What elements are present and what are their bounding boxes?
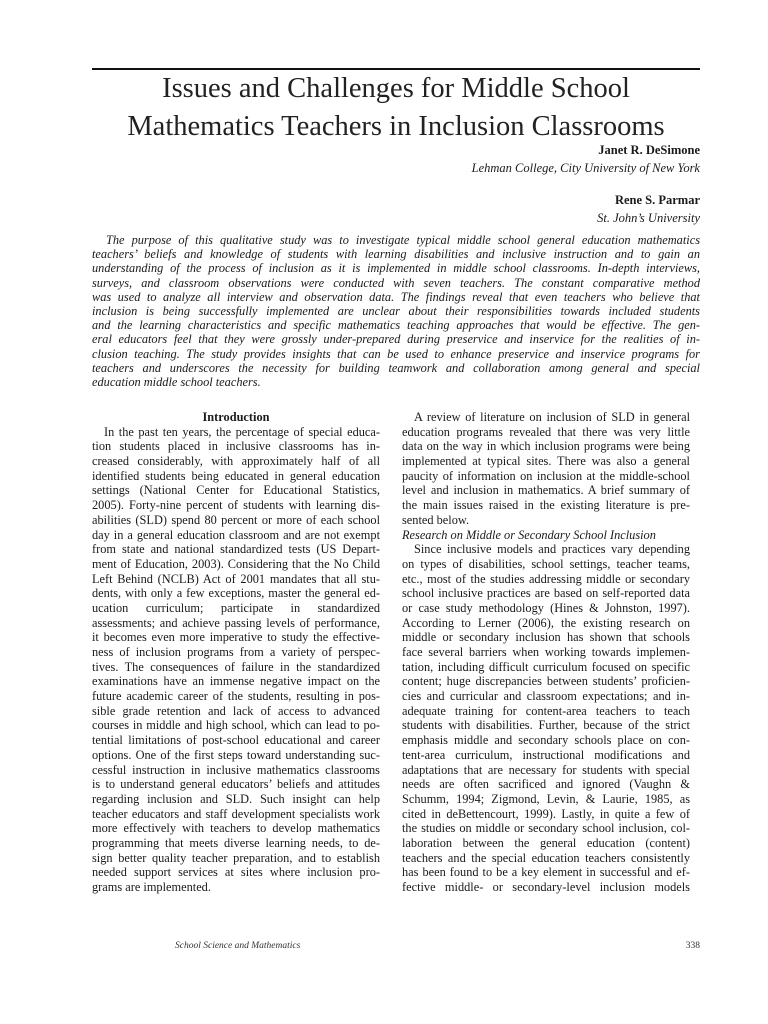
body-line: Left Behind (NCLB) Act of 2001 mandates that all stu- (92, 571, 380, 586)
abstract-line: inclusion is being successfully implemented are unclear about their responsibilities towards included students (92, 304, 700, 319)
body-line: or case study methodology (Hines & Johnston, 1997). (402, 600, 690, 615)
body-line: implemented at typical sites. There was also a general (402, 454, 690, 469)
body-line: cies and curricular and classroom expectations; and in- (402, 689, 690, 704)
abstract-line: clusion teaching. The study provides insights that can be used to enhance preservice and inservice programs for (92, 346, 700, 361)
abstract-line: education middle school teachers. (92, 375, 261, 390)
body-line: In the past ten years, the percentage of special educa- (104, 424, 380, 439)
body-line: creased considerably, with approximately half of all (92, 454, 380, 469)
body-line: sign better quality teacher preparation, and to establish (92, 850, 380, 865)
body-line: fective middle- or secondary-level inclusion models (402, 880, 690, 894)
body-line: middle or secondary inclusion has shown that schools (402, 630, 690, 645)
body-line: sented below. (402, 512, 470, 527)
body-line: emphasis middle and secondary schools place on con- (402, 733, 690, 748)
body-line: cessful instruction in inclusive mathematics classrooms (92, 762, 380, 777)
body-line: students with disabilities. Further, because of the strict (402, 718, 690, 733)
body-line: etc., most of the studies addressing middle or secondary (402, 571, 690, 586)
body-line: regarding inclusion and SLD. Such insight can help (92, 791, 380, 806)
journal-name: School Science and Mathematics (175, 941, 301, 951)
body-line: tives. The consequences of failure in the standardized (92, 659, 380, 674)
body-line: abilities (SLD) spend 80 percent or more of each school (92, 512, 380, 527)
right-column (402, 410, 690, 895)
author-block (597, 191, 700, 227)
body-line: needs are often sacrificed and ignored (Vaughn & (402, 777, 690, 792)
title-line: Issues and Challenges for Middle School (162, 73, 630, 104)
body-line: future academic career of the students, resulting in pos- (92, 689, 380, 704)
body-line: tation, including difficult curriculum focused on specific (402, 659, 690, 674)
body-line: on types of disabilities, school settings, teacher teams, (402, 556, 690, 571)
body-line: Schumm, 1994; Zigmond, Levin, & Laurie, 1985, as (402, 791, 690, 806)
body-line: tential limitations of post-school educational and career (92, 733, 380, 748)
body-line: tent-area curriculum, instructional modifications and (402, 747, 690, 762)
body-line: options. One of the first steps toward understanding suc- (92, 747, 380, 762)
body-line: assessments; and achieve passing levels of performance, (92, 615, 380, 630)
body-line: data on the way in which inclusion programs were being (402, 439, 690, 454)
body-line: teacher educators and staff development specialists work (92, 806, 380, 821)
body-line: adequate training for content-area teachers to teach (402, 703, 690, 718)
body-line: from state and national standardized tests (US Depart- (92, 542, 380, 557)
body-line: courses in middle and high school, which can lead to po- (92, 718, 380, 733)
body-line: the main issues raised in the existing literature is pre- (402, 498, 690, 513)
abstract-line: The purpose of this qualitative study was to investigate typical middle school general education mathematics (106, 233, 700, 247)
body-line: day in a general education classroom and are not exempt (92, 527, 380, 542)
body-line: Since inclusive models and practices vary depending (414, 542, 690, 557)
body-line: identified students being educated in general education (92, 468, 380, 483)
article-title (92, 70, 700, 146)
body-line: the studies on middle or secondary school inclusion, col- (402, 821, 690, 836)
body-line: examinations have an immense negative impact on the (92, 674, 380, 689)
body-line: 2005). Forty-nine percent of students with learning dis- (92, 498, 380, 513)
body-line: According to Lerner (2006), the existing research on (402, 615, 690, 630)
body-line: grams are implemented. (92, 880, 211, 894)
body-line: paucity of information on inclusion at the middle-school (402, 468, 690, 483)
abstract-line: teachers and underscores the necessity for building teamwork and collaboration among general and special (92, 360, 700, 375)
body-line: tion students placed in inclusive classrooms has in- (92, 439, 380, 454)
body-line: teachers and the special education teachers consistently (402, 850, 690, 865)
abstract-line: understanding of the process of inclusion as it is implemented in middle school classrooms. In-depth interviews, (92, 261, 700, 276)
author-name: Janet R. DeSimone (598, 143, 700, 157)
author-name: Rene S. Parmar (614, 193, 700, 207)
body-line: content; huge discrepancies between students’ proficien- (402, 674, 690, 689)
subsection-heading: Research on Middle or Secondary School Inclusion (402, 527, 656, 542)
abstract-line: surveys, and classroom observations were conducted with seven teachers. The constant comparative method (92, 275, 700, 290)
body-line: needed support services at sites where inclusion pro- (92, 865, 380, 880)
author-block (472, 141, 700, 177)
body-line: has been found to be a key element in successful and ef- (402, 865, 690, 880)
body-line: it becomes even more imperative to study the effective- (92, 630, 380, 645)
body-line: programming that meets diverse learning needs, to de- (92, 835, 380, 850)
abstract-line: teachers’ beliefs and knowledge of students with learning disabilities and inclusive instruction and to gain an (92, 247, 700, 262)
body-line: level and inclusion in mathematics. A brief summary of (402, 483, 690, 498)
abstract-line: and the learning characteristics and specific mathematics teaching approaches that would be effective. The gen- (92, 318, 700, 333)
title-line: Mathematics Teachers in Inclusion Classrooms (127, 111, 665, 142)
body-line: ness of inclusion programs from a variety of perspec- (92, 645, 380, 659)
body-line: dents, with only a few exceptions, master the general ed- (92, 586, 380, 601)
body-line: school inclusive practices are based on self-reported data (402, 586, 690, 601)
author-affiliation: Lehman College, City University of New York (471, 161, 700, 175)
body-line: cited in deBettencourt, 1999). Lastly, in quite a few of (402, 806, 690, 821)
abstract-line: eral educators feel that they were grossly under-prepared during preservice and inservice for the realities of in- (92, 332, 700, 347)
body-line: face several barriers when working towards implemen- (402, 645, 690, 659)
body-line: settings (National Center for Educational Statistics, (92, 483, 380, 498)
section-heading-introduction: Introduction (202, 410, 270, 424)
body-line: A review of literature on inclusion of SLD in general (414, 410, 690, 424)
body-line: sible grade retention and lack of access to advanced (92, 703, 380, 718)
body-line: adaptations that are necessary for students with special (402, 762, 690, 777)
left-column (92, 410, 380, 895)
body-line: laboration between the general education (content) (402, 835, 690, 850)
body-line: education programs revealed that there was very little (402, 424, 690, 439)
body-line: more effectively with teachers to develop mathematics (92, 821, 380, 836)
body-line: is to understand general educators’ beliefs and attitudes (92, 777, 380, 792)
abstract-line: was used to analyze all interview and observation data. The findings reveal that even teachers who believe that (92, 289, 700, 304)
author-affiliation: St. John’s University (597, 211, 700, 225)
page-number: 338 (685, 941, 700, 951)
body-line: ucation curriculum; participate in standardized (92, 600, 380, 615)
body-line: ment of Education, 2003). Considering that the No Child (92, 556, 380, 571)
abstract (92, 233, 700, 389)
